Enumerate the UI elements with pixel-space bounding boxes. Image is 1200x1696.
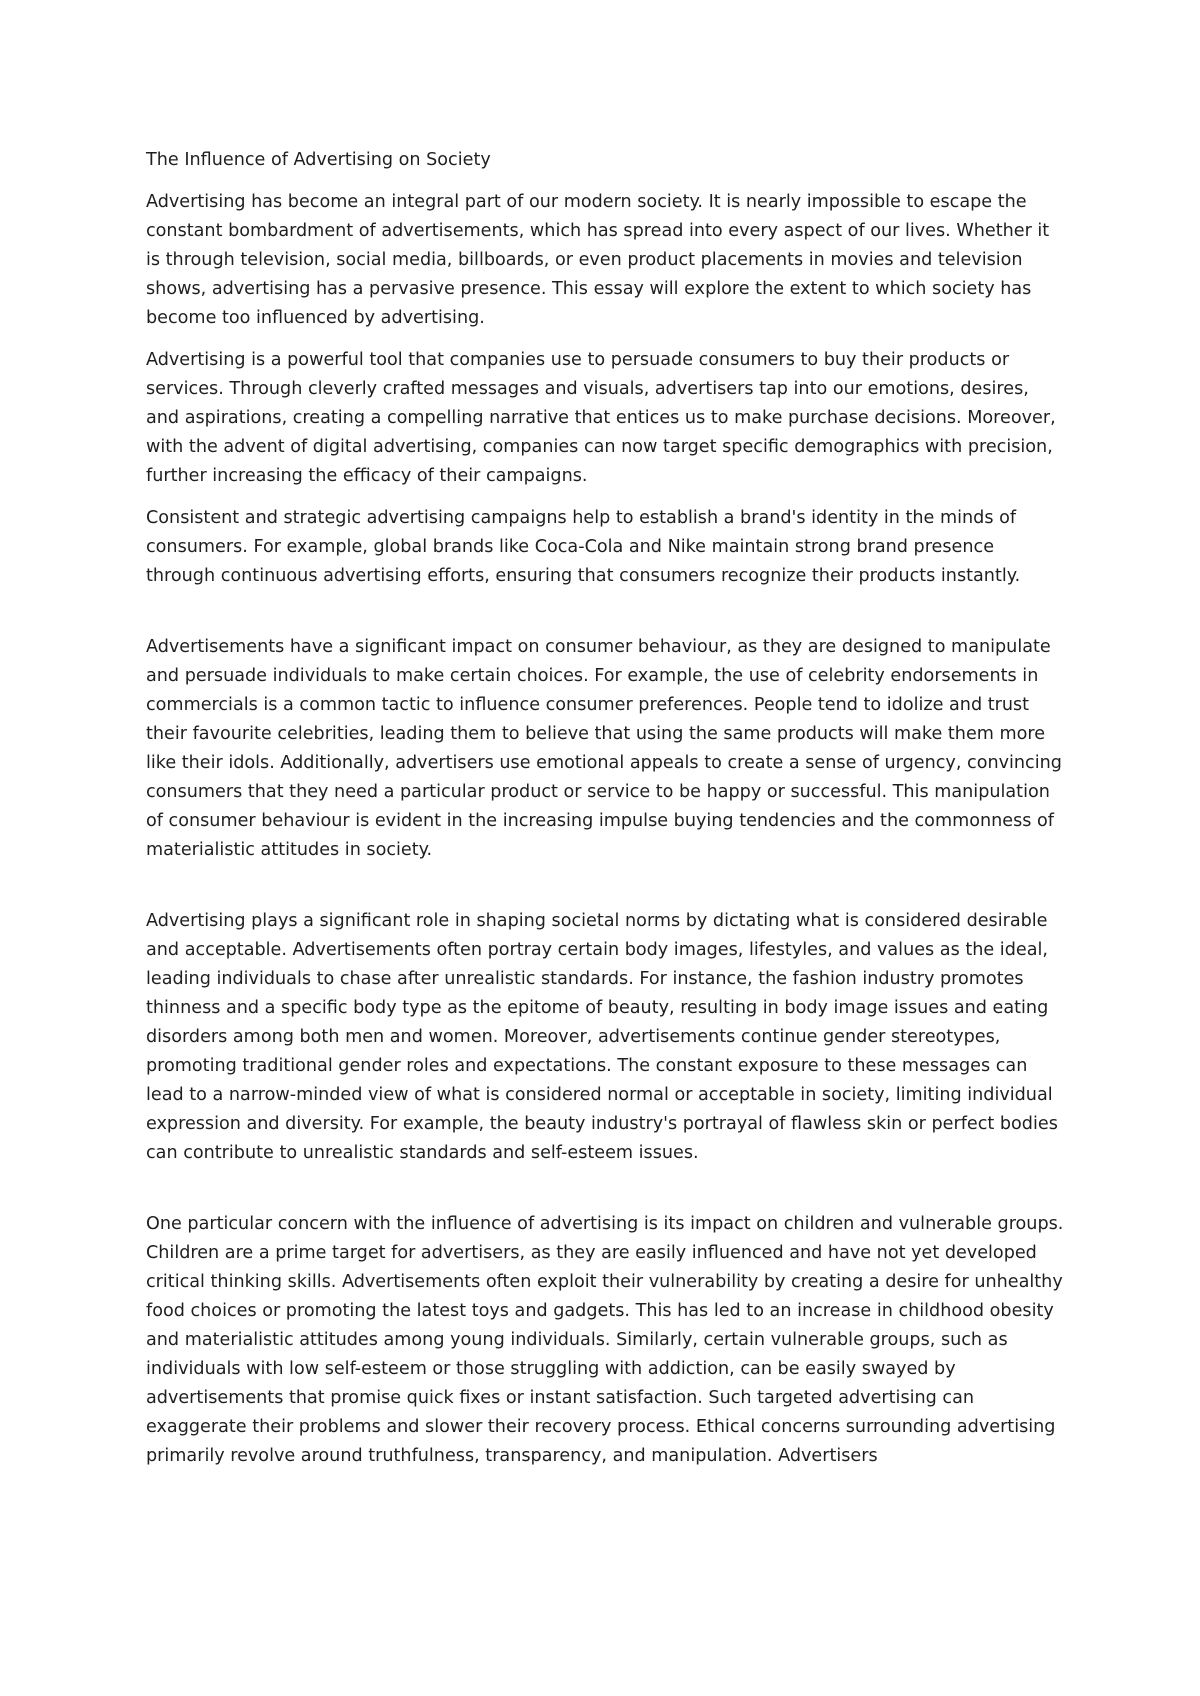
paragraph-intro: Advertising has become an integral part of our modern society. It is nearly impossible to escape the constant bombardment of advertisements, which has spread into every aspect of our lives. Whether it is through television, social media, billboards, or even product placements in movies and television shows, advertising has a pervasive presence. This essay will explore the extent to which society has become too influenced by advertising. [146,192,1050,328]
document-body [146,146,1066,1484]
paragraph-consumer-behaviour: Advertisements have a significant impact on consumer behaviour, as they are designed to manipulate and persuade individuals to make certain choices. For example, the use of celebrity endorsements in commercials is a common tactic to influence consumer preferences. People tend to idolize and trust their favourite celebrities, leading them to believe that using the same products will make them more like their idols. Additionally, advertisers use emotional appeals to create a sense of urgency, convincing consumers that they need a particular product or service to be happy or successful. This manipulation of consumer behaviour is evident in the increasing impulse buying tendencies and the commonness of materialistic attitudes in society. [146,637,1062,860]
paragraph-societal-norms: Advertising plays a significant role in shaping societal norms by dictating what is considered desirable and acceptable. Advertisements often portray certain body images, lifestyles, and values as the ideal, leading individuals to chase after unrealistic standards. For instance, the fashion industry promotes thinness and a specific body type as the epitome of beauty, resulting in body image issues and eating disorders among both men and women. Moreover, advertisements continue gender stereotypes, promoting traditional gender roles and expectations. The constant exposure to these messages can lead to a narrow-minded view of what is considered normal or acceptable in society, limiting individual expression and diversity. For example, the beauty industry's portrayal of flawless skin or perfect bodies can contribute to unrealistic standards and self-esteem issues. [146,911,1058,1163]
paragraph-children-vulnerable: One particular concern with the influence of advertising is its impact on children and vulnerable groups. Children are a prime target for advertisers, as they are easily influenced and have not yet developed critical thinking skills. Advertisements often exploit their vulnerability by creating a desire for unhealthy food choices or promoting the latest toys and gadgets. This has led to an increase in childhood obesity and materialistic attitudes among young individuals. Similarly, certain vulnerable groups, such as individuals with low self-esteem or those struggling with addiction, can be easily swayed by advertisements that promise quick fixes or instant satisfaction. Such targeted advertising can exaggerate their problems and slower their recovery process. Ethical concerns surrounding advertising primarily revolve around truthfulness, transparency, and manipulation. Advertisers [146,1214,1064,1466]
paragraph-persuasion: Advertising is a powerful tool that companies use to persuade consumers to buy their products or services. Through cleverly crafted messages and visuals, advertisers tap into our emotions, desires, and aspirations, creating a compelling narrative that entices us to make purchase decisions. Moreover, with the advent of digital advertising, companies can now target specific demographics with precision, further increasing the efficacy of their campaigns. [146,350,1056,486]
paragraph-brand-identity: Consistent and strategic advertising campaigns help to establish a brand's identity in the minds of consumers. For example, global brands like Coca-Cola and Nike maintain strong brand presence through continuous advertising efforts, ensuring that consumers recognize their products instantly. [146,508,1021,586]
document-title: The Influence of Advertising on Society [146,150,491,170]
